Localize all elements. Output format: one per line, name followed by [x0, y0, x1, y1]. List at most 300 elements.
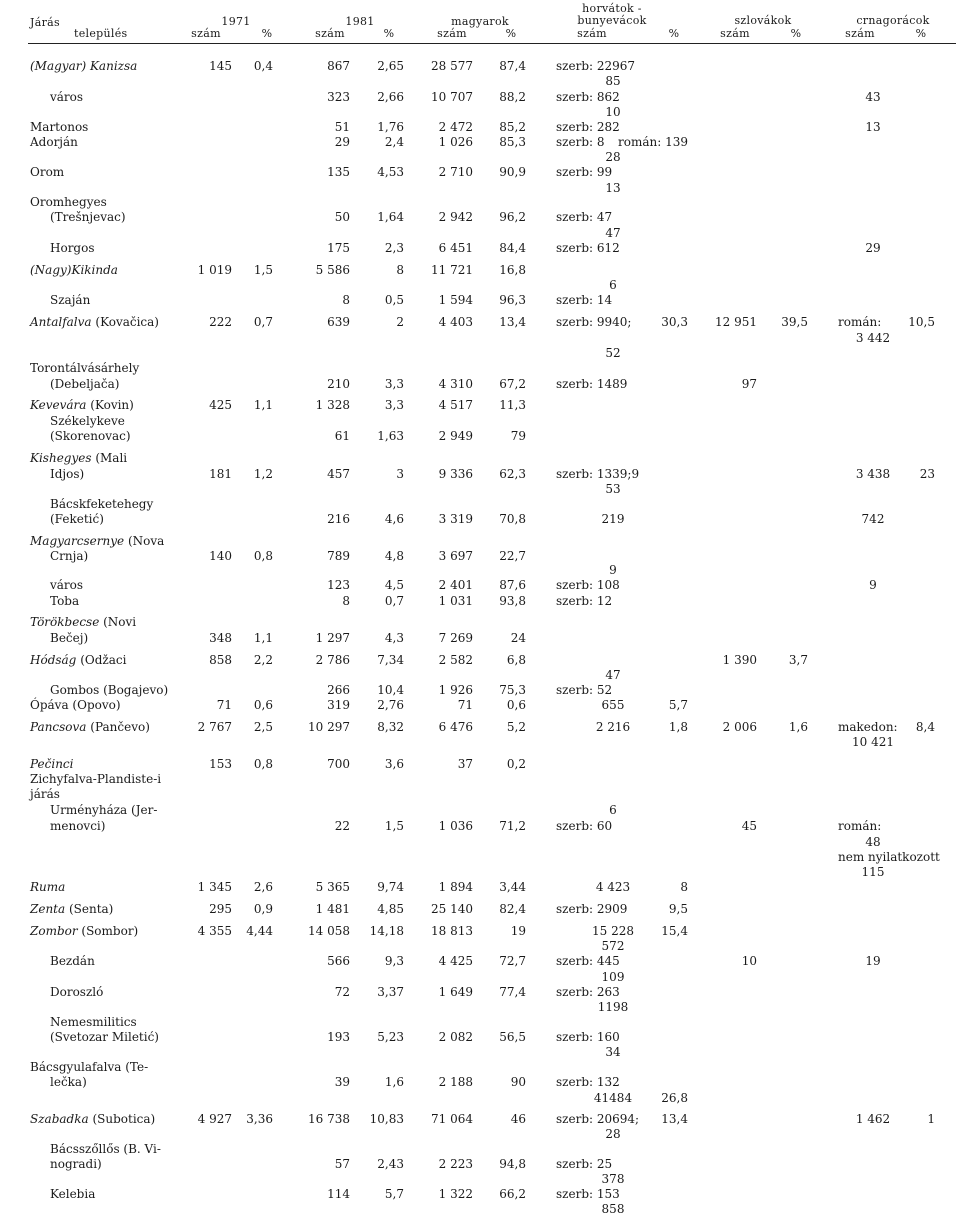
row-31-horv: 9 [609, 563, 617, 577]
row-20-magp: 67,2 [499, 377, 526, 391]
row-29-name [30, 535, 164, 548]
row-39-c1971: 71 [216, 698, 232, 712]
row-52-p1981: 14,18 [369, 924, 404, 938]
row-20-szlo: 97 [741, 377, 757, 391]
row-5-horvp: román: 139 [618, 135, 688, 149]
row-15-mag: 1 594 [438, 293, 473, 307]
row-16-c1971: 222 [209, 315, 232, 329]
row-18-horv: 52 [605, 346, 621, 360]
row-50-p1981: 9,74 [377, 880, 404, 894]
header-szam-crnagoracok: szám [845, 27, 875, 40]
row-13-c1971: 1 019 [197, 263, 232, 277]
row-5-name-part-0: Adorján [30, 135, 78, 149]
row-50-c1981: 5 365 [315, 880, 350, 894]
row-21-magp: 11,3 [499, 398, 526, 412]
row-36-mag: 2 582 [438, 653, 473, 667]
row-69-mag: 1 322 [438, 1187, 473, 1201]
row-36-c1971: 858 [209, 653, 232, 667]
row-16-horv: szerb: 9940; [556, 315, 632, 329]
row-23-name-part-0: (Skorenovac) [50, 429, 131, 443]
row-25-name-part-0: Idjos) [50, 467, 85, 481]
row-40-name-part-0: Pancsova [30, 720, 87, 734]
row-47-crn: 48 [865, 835, 881, 849]
row-62-c1981: 39 [334, 1075, 350, 1089]
row-13-c1981: 5 586 [315, 263, 350, 277]
row-50-mag: 1 894 [438, 880, 473, 894]
row-39-p1981: 2,76 [377, 698, 404, 712]
row-42-c1971: 153 [209, 757, 232, 771]
row-20-mag: 4 310 [438, 377, 473, 391]
row-64-horv: szerb: 20694; [556, 1112, 640, 1126]
row-0-c1981: 867 [327, 59, 350, 73]
row-0-horv: szerb: 22967 [556, 59, 636, 73]
row-53-horv: 572 [601, 939, 625, 953]
row-30-name [50, 550, 88, 563]
row-28-name [50, 513, 104, 526]
row-32-name-part-0: város [50, 578, 84, 592]
row-0-p1971: 0,4 [253, 59, 273, 73]
row-38-horv: szerb: 52 [556, 683, 613, 697]
header-crnagoracok: crnagorácok [856, 14, 930, 27]
row-46-magp: 71,2 [499, 819, 526, 833]
row-21-mag: 4 517 [438, 398, 473, 412]
row-12-p1981: 2,3 [384, 241, 404, 255]
row-46-name [50, 820, 105, 833]
row-50-p1971: 2,6 [253, 880, 273, 894]
row-4-p1981: 1,76 [377, 120, 404, 134]
row-51-horvp: 9,5 [668, 902, 688, 916]
row-59-p1981: 5,23 [377, 1030, 404, 1044]
header-szlovakok: szlovákok [734, 14, 792, 27]
row-64-crnp: 1 [927, 1112, 935, 1126]
row-64-mag: 71 064 [431, 1112, 473, 1126]
row-7-horv: szerb: 99 [556, 165, 613, 179]
row-16-p1981: 2 [396, 315, 404, 329]
header-szam-horvatok: szám [577, 27, 607, 40]
row-14-horv: 6 [609, 278, 617, 292]
row-20-name-part-0: (Debeljača) [50, 377, 120, 391]
row-35-magp: 24 [510, 631, 526, 645]
row-13-mag: 11 721 [431, 263, 473, 277]
row-15-horv: szerb: 14 [556, 293, 613, 307]
row-33-c1981: 8 [342, 594, 350, 608]
row-44-name-part-0: járás [30, 787, 60, 801]
row-54-name-part-0: Bezdán [50, 954, 95, 968]
row-56-magp: 77,4 [499, 985, 526, 999]
row-23-c1981: 61 [334, 429, 350, 443]
row-61-name [30, 1061, 148, 1074]
row-51-c1981: 1 481 [315, 902, 350, 916]
row-46-c1981: 22 [334, 819, 350, 833]
row-67-magp: 94,8 [499, 1157, 526, 1171]
row-10-c1981: 50 [334, 210, 350, 224]
row-56-mag: 1 649 [438, 985, 473, 999]
row-56-name-part-0: Doroszló [50, 985, 104, 999]
row-62-horv: szerb: 132 [556, 1075, 620, 1089]
row-34-name-part-1: (Novi [99, 615, 137, 629]
row-33-mag: 1 031 [438, 594, 473, 608]
row-51-p1981: 4,85 [377, 902, 404, 916]
row-33-p1981: 0,7 [384, 594, 404, 608]
row-25-crn: 3 438 [855, 467, 891, 481]
row-37-horv: 47 [605, 668, 621, 682]
row-40-c1981: 10 297 [308, 720, 350, 734]
row-42-c1981: 700 [327, 757, 350, 771]
row-13-name-part-0: (Nagy)Kikinda [30, 263, 118, 277]
row-54-name [50, 955, 95, 968]
row-38-name [50, 684, 168, 697]
header-horvatok: horvátok - [582, 2, 642, 15]
row-32-c1981: 123 [327, 578, 350, 592]
row-2-horv: szerb: 862 [556, 90, 620, 104]
header-pct-1981: % [383, 27, 395, 40]
row-64-crn: 1 462 [855, 1112, 891, 1126]
row-35-c1981: 1 297 [315, 631, 350, 645]
row-46-name-part-0: menovci) [50, 819, 106, 833]
row-50-horv: 4 423 [595, 880, 631, 894]
row-54-crn: 19 [865, 954, 881, 968]
row-42-mag: 37 [457, 757, 473, 771]
row-45-horv: 6 [609, 803, 617, 817]
row-13-p1971: 1,5 [253, 263, 273, 277]
row-30-magp: 22,7 [499, 549, 526, 563]
row-40-mag: 6 476 [438, 720, 473, 734]
row-64-c1971: 4 927 [197, 1112, 232, 1126]
row-36-name [30, 654, 126, 667]
row-25-mag: 9 336 [438, 467, 473, 481]
row-21-c1981: 1 328 [315, 398, 350, 412]
row-10-mag: 2 942 [438, 210, 473, 224]
header-pct-magyarok: % [505, 27, 517, 40]
row-39-c1981: 319 [327, 698, 350, 712]
row-10-horv: szerb: 47 [556, 210, 613, 224]
header-pct-horvatok: % [668, 27, 680, 40]
row-30-name-part-0: Crnja) [50, 549, 89, 563]
row-23-name [50, 430, 131, 443]
row-23-mag: 2 949 [438, 429, 473, 443]
row-27-name-part-0: Bácskfeketehegy [50, 497, 154, 511]
row-62-name [50, 1076, 87, 1089]
row-40-p1971: 2,5 [253, 720, 273, 734]
row-38-p1981: 10,4 [377, 683, 404, 697]
header-szam-magyarok: szám [437, 27, 467, 40]
header-year-1971: 1971 [221, 15, 251, 28]
row-50-horvp: 8 [680, 880, 688, 894]
row-64-magp: 46 [510, 1112, 526, 1126]
row-16-magp: 13,4 [499, 315, 526, 329]
row-54-szlo: 10 [741, 954, 757, 968]
row-52-name [30, 925, 138, 938]
row-17-crn: 3 442 [855, 331, 891, 345]
row-39-horv: 655 [601, 698, 625, 712]
row-50-magp: 3,44 [499, 880, 526, 894]
row-7-name [30, 166, 64, 179]
row-0-name-part-0: (Magyar) Kanizsa [30, 59, 138, 73]
row-40-c1971: 2 767 [197, 720, 232, 734]
row-32-name [50, 579, 83, 592]
row-24-name-part-1: (Mali [91, 451, 128, 465]
row-39-horvp: 5,7 [668, 698, 688, 712]
row-12-name-part-0: Horgos [50, 241, 95, 255]
row-2-p1981: 2,66 [377, 90, 404, 104]
row-32-mag: 2 401 [438, 578, 473, 592]
row-25-horv: szerb: 1339;9 [556, 467, 640, 481]
row-56-p1981: 3,37 [377, 985, 404, 999]
row-1-horv: 85 [605, 74, 621, 88]
row-20-name [50, 378, 119, 391]
row-10-name-part-0: (Trešnjevac) [50, 210, 126, 224]
row-29-name-part-1: (Nova [124, 534, 165, 548]
row-3-horv: 10 [605, 105, 621, 119]
row-5-mag: 1 026 [438, 135, 473, 149]
row-64-name-part-0: Szabadka [30, 1112, 89, 1126]
row-41-crn: 10 421 [852, 735, 894, 749]
row-42-p1971: 0,8 [253, 757, 273, 771]
row-25-magp: 62,3 [499, 467, 526, 481]
row-49-crn: 115 [861, 865, 885, 879]
row-16-szlop: 39,5 [781, 315, 808, 329]
row-52-c1971: 4 355 [197, 924, 232, 938]
row-4-mag: 2 472 [438, 120, 473, 134]
row-24-name-part-0: Kishegyes [30, 451, 92, 465]
row-15-magp: 96,3 [499, 293, 526, 307]
header-pct-1971: % [261, 27, 273, 40]
row-13-magp: 16,8 [499, 263, 526, 277]
row-10-magp: 96,2 [499, 210, 526, 224]
row-15-name-part-0: Szaján [50, 293, 91, 307]
header-pct-crnagoracok: % [915, 27, 927, 40]
row-16-horvp: 30,3 [661, 315, 688, 329]
row-58-name [50, 1016, 137, 1029]
row-56-c1981: 72 [334, 985, 350, 999]
row-52-horv: 15 228 [592, 924, 634, 938]
row-66-name-part-0: Bácsszőllős (B. Vi- [50, 1142, 161, 1156]
row-38-c1981: 266 [327, 683, 350, 697]
header-magyarok: magyarok [451, 15, 509, 28]
row-46-horv: szerb: 60 [556, 819, 613, 833]
row-30-p1981: 4,8 [384, 549, 404, 563]
row-36-magp: 6,8 [506, 653, 526, 667]
row-12-horv: szerb: 612 [556, 241, 620, 255]
row-59-mag: 2 082 [438, 1030, 473, 1044]
header-bunyevacok: bunyevácok [577, 14, 647, 27]
row-46-szlo: 45 [741, 819, 757, 833]
row-44-name [30, 788, 60, 801]
row-66-name [50, 1143, 161, 1156]
row-67-p1981: 2,43 [377, 1157, 404, 1171]
row-15-p1981: 0,5 [384, 293, 404, 307]
row-16-name-part-0: Antalfalva [30, 315, 92, 329]
row-29-name-part-0: Magyarcsernye [30, 534, 125, 548]
row-5-horv: szerb: 8 [556, 135, 605, 149]
row-12-crn: 29 [865, 241, 881, 255]
row-30-c1981: 789 [327, 549, 350, 563]
row-40-name [30, 721, 150, 734]
row-30-mag: 3 697 [438, 549, 473, 563]
row-64-p1981: 10,83 [369, 1112, 404, 1126]
row-62-magp: 90 [510, 1075, 526, 1089]
row-51-c1971: 295 [209, 902, 232, 916]
row-69-name [50, 1188, 95, 1201]
row-38-name-part-0: Gombos (Bogajevo) [50, 683, 169, 697]
row-54-c1981: 566 [327, 954, 350, 968]
row-36-c1981: 2 786 [315, 653, 350, 667]
row-4-name [30, 121, 88, 134]
row-64-name-part-1: (Subotica) [88, 1112, 156, 1126]
row-67-name [50, 1158, 102, 1171]
row-28-c1981: 216 [327, 512, 350, 526]
row-28-mag: 3 319 [438, 512, 473, 526]
row-38-magp: 75,3 [499, 683, 526, 697]
header-jaras: Járás [30, 16, 60, 29]
row-25-crnp: 23 [919, 467, 935, 481]
row-2-magp: 88,2 [499, 90, 526, 104]
row-42-p1981: 3,6 [384, 757, 404, 771]
row-40-name-part-1: (Pančevo) [86, 720, 150, 734]
row-46-crn: román: [838, 819, 882, 833]
row-4-magp: 85,2 [499, 120, 526, 134]
row-28-crn: 742 [861, 512, 885, 526]
row-40-magp: 5,2 [506, 720, 526, 734]
row-27-name [50, 498, 153, 511]
row-30-c1971: 140 [209, 549, 232, 563]
row-28-horv: 219 [601, 512, 625, 526]
row-51-magp: 82,4 [499, 902, 526, 916]
row-40-horv: 2 216 [595, 720, 631, 734]
row-39-name [30, 699, 121, 712]
row-16-crnp: 10,5 [908, 315, 935, 329]
row-62-p1981: 1,6 [384, 1075, 404, 1089]
row-62-name-part-0: lečka) [50, 1075, 87, 1089]
row-2-name-part-0: város [50, 90, 84, 104]
row-39-magp: 0,6 [506, 698, 526, 712]
row-40-szlo: 2 006 [722, 720, 757, 734]
row-45-name [50, 804, 157, 817]
row-57-horv: 1198 [597, 1000, 629, 1014]
row-24-name [30, 452, 127, 465]
row-68-horv: 378 [601, 1172, 625, 1186]
row-56-name [50, 986, 103, 999]
row-33-magp: 93,8 [499, 594, 526, 608]
row-52-magp: 19 [510, 924, 526, 938]
row-43-name-part-0: Zichyfalva-Plandiste-i [30, 772, 162, 786]
row-50-c1971: 1 345 [197, 880, 232, 894]
row-58-name-part-0: Nemesmilitics [50, 1015, 137, 1029]
row-70-horv: 858 [601, 1202, 625, 1216]
row-12-c1981: 175 [327, 241, 350, 255]
header-szam-1971: szám [191, 27, 221, 40]
row-35-c1971: 348 [209, 631, 232, 645]
row-0-mag: 28 577 [431, 59, 473, 73]
row-4-name-part-0: Martonos [30, 120, 89, 134]
row-42-magp: 0,2 [506, 757, 526, 771]
row-54-p1981: 9,3 [384, 954, 404, 968]
row-39-mag: 71 [457, 698, 473, 712]
row-64-c1981: 16 738 [308, 1112, 350, 1126]
row-30-p1971: 0,8 [253, 549, 273, 563]
row-36-name-part-1: (Odžaci [76, 653, 127, 667]
row-33-horv: szerb: 12 [556, 594, 613, 608]
row-52-mag: 18 813 [431, 924, 473, 938]
row-0-magp: 87,4 [499, 59, 526, 73]
row-50-name-part-0: Ruma [30, 880, 66, 894]
row-19-name-part-0: Torontálvásárhely [30, 361, 140, 375]
row-2-crn: 43 [865, 90, 881, 104]
row-28-name-part-0: (Feketić) [50, 512, 104, 526]
row-16-name [30, 316, 159, 329]
row-40-crn: makedon: [838, 720, 898, 734]
row-59-magp: 56,5 [499, 1030, 526, 1044]
row-12-name [50, 242, 95, 255]
row-5-c1981: 29 [334, 135, 350, 149]
row-56-horv: szerb: 263 [556, 985, 620, 999]
row-32-magp: 87,6 [499, 578, 526, 592]
row-20-p1981: 3,3 [384, 377, 404, 391]
row-51-horv: szerb: 2909 [556, 902, 628, 916]
row-16-name-part-1: (Kovačica) [91, 315, 159, 329]
row-50-name [30, 881, 65, 894]
row-21-name-part-0: Kevevára [30, 398, 87, 412]
row-52-name-part-1: (Sombor) [77, 924, 139, 938]
row-7-p1981: 4,53 [377, 165, 404, 179]
row-25-p1981: 3 [396, 467, 404, 481]
row-34-name [30, 616, 136, 629]
row-21-name [30, 399, 134, 412]
row-35-p1981: 4,3 [384, 631, 404, 645]
row-0-name [30, 60, 137, 73]
row-54-horv: szerb: 445 [556, 954, 620, 968]
row-7-magp: 90,9 [499, 165, 526, 179]
row-4-horv: szerb: 282 [556, 120, 620, 134]
row-16-c1981: 639 [327, 315, 350, 329]
row-59-name-part-0: (Svetozar Miletić) [50, 1030, 159, 1044]
row-63-horvp: 26,8 [661, 1091, 688, 1105]
row-7-c1981: 135 [327, 165, 350, 179]
header-szam-1981: szám [315, 27, 345, 40]
row-16-crn: román: [838, 315, 882, 329]
row-9-name-part-0: Oromhegyes [30, 195, 107, 209]
header-rule [28, 43, 956, 44]
row-11-horv: 47 [605, 226, 621, 240]
row-40-szlop: 1,6 [788, 720, 808, 734]
row-2-name [50, 91, 83, 104]
row-69-name-part-0: Kelebia [50, 1187, 96, 1201]
row-13-p1981: 8 [396, 263, 404, 277]
row-67-name-part-0: nogradi) [50, 1157, 102, 1171]
row-35-p1971: 1,1 [253, 631, 273, 645]
row-7-name-part-0: Orom [30, 165, 65, 179]
row-43-name [30, 773, 161, 786]
row-51-name-part-1: (Senta) [65, 902, 114, 916]
row-2-c1981: 323 [327, 90, 350, 104]
row-8-horv: 13 [605, 181, 621, 195]
row-69-c1981: 114 [327, 1187, 350, 1201]
row-46-mag: 1 036 [438, 819, 473, 833]
row-67-c1981: 57 [334, 1157, 350, 1171]
row-33-name [50, 595, 79, 608]
row-40-crnp: 8,4 [915, 720, 935, 734]
row-4-c1981: 51 [334, 120, 350, 134]
row-15-c1981: 8 [342, 293, 350, 307]
row-60-horv: 34 [605, 1045, 621, 1059]
header-year-1981: 1981 [345, 15, 375, 28]
row-51-name-part-0: Zenta [30, 902, 66, 916]
row-35-mag: 7 269 [438, 631, 473, 645]
row-36-p1981: 7,34 [377, 653, 404, 667]
row-39-p1971: 0,6 [253, 698, 273, 712]
row-10-p1981: 1,64 [377, 210, 404, 224]
row-19-name [30, 362, 139, 375]
